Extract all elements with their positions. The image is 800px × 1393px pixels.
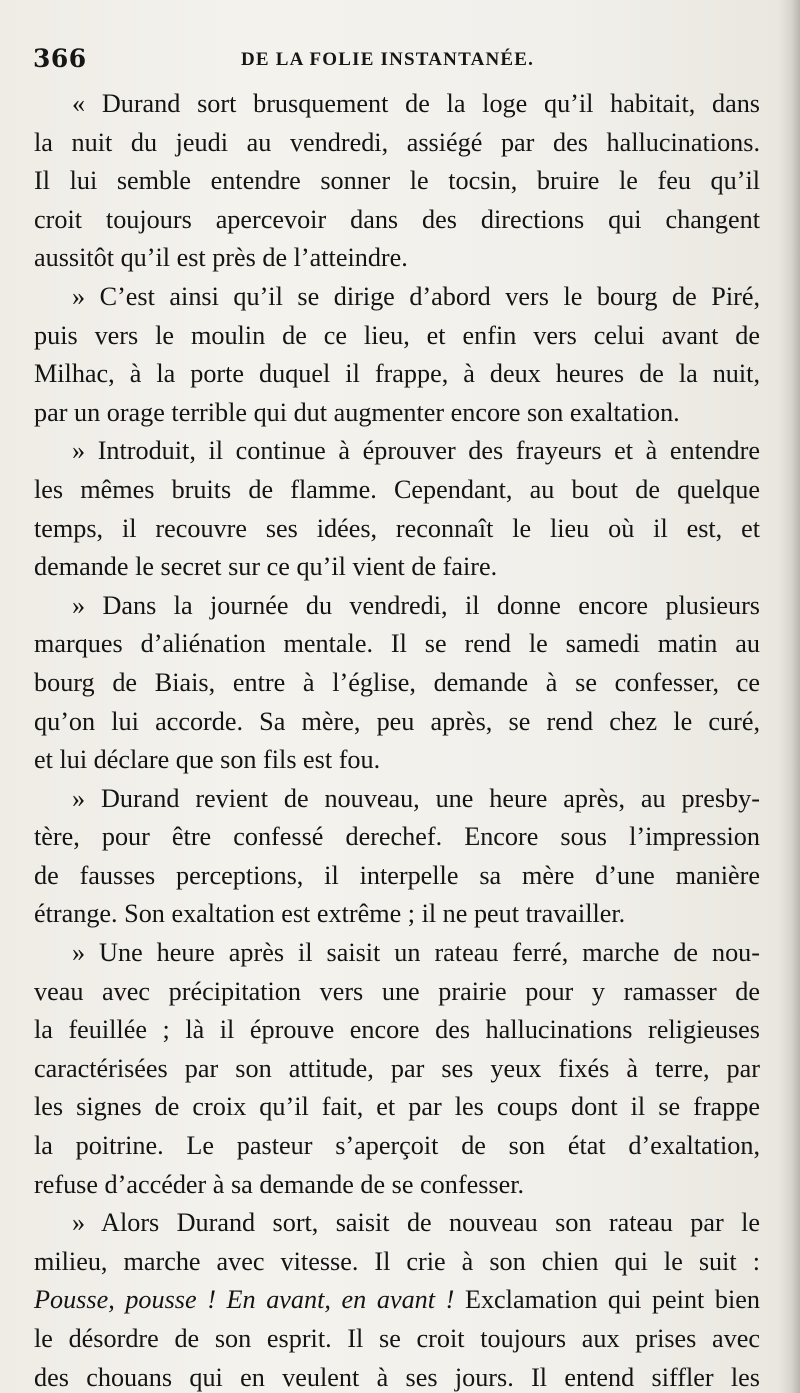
page-edge-shadow <box>778 0 800 1393</box>
page-header <box>0 40 800 80</box>
text-line: les signes de croix qu’il fait, et par les coups dont il se frappe <box>34 1092 760 1122</box>
text-line-with-italic <box>34 1281 760 1320</box>
text-line: la nuit du jeudi au vendredi, assiégé par des hallucinations. <box>34 127 760 157</box>
text-line: et lui déclare que son fils est fou. <box>34 745 381 775</box>
text-line: la feuillée ; là il éprouve encore des hallucinations religieuses <box>34 1015 760 1045</box>
text-line: » Alors Durand sort, saisit de nouveau son rateau par le <box>72 1208 760 1238</box>
text-line: milieu, marche avec vitesse. Il crie à son chien qui le suit : <box>34 1246 760 1276</box>
text-line: tère, pour être confessé derechef. Encore sous l’impression <box>34 822 760 852</box>
body-text <box>34 85 760 1393</box>
text-line: temps, il recouvre ses idées, reconnaît le lieu où il est, et <box>34 513 760 543</box>
text-line: les mêmes bruits de flamme. Cependant, au bout de quelque <box>34 474 760 504</box>
text-line: » Durand revient de nouveau, une heure après, au presby- <box>72 783 760 813</box>
text-line: croit toujours apercevoir dans des directions qui changent <box>34 204 760 234</box>
text-line: » Dans la journée du vendredi, il donne encore plusieurs <box>72 590 760 620</box>
text-line: » Une heure après il saisit un rateau ferré, marche de nou- <box>72 938 760 968</box>
text-line: marques d’aliénation mentale. Il se rend le samedi matin au <box>34 629 760 659</box>
text-line: qu’on lui accorde. Sa mère, peu après, se rend chez le curé, <box>34 706 760 736</box>
text-line: aussitôt qu’il est près de l’atteindre. <box>34 243 408 273</box>
running-title: DE LA FOLIE INSTANTANÉE. <box>241 49 535 70</box>
text-fragment: Exclamation qui peint bien <box>454 1285 760 1315</box>
text-line: la poitrine. Le pasteur s’aperçoit de son état d’exaltation, <box>34 1131 760 1161</box>
text-line: Milhac, à la porte duquel il frappe, à deux heures de la nuit, <box>34 359 760 389</box>
text-line: Il lui semble entendre sonner le tocsin, bruire le feu qu’il <box>34 166 760 196</box>
text-line: » C’est ainsi qu’il se dirige d’abord vers le bourg de Piré, <box>72 281 760 311</box>
text-line: puis vers le moulin de ce lieu, et enfin vers celui avant de <box>34 320 760 350</box>
italic-exclamation: Pousse, pousse ! En avant, en avant ! <box>34 1285 455 1315</box>
text-line: par un orage terrible qui dut augmenter encore son exaltation. <box>34 397 680 427</box>
text-line: bourg de Biais, entre à l’église, demande à se confesser, ce <box>34 667 760 697</box>
text-line: » Introduit, il continue à éprouver des frayeurs et à entendre <box>72 436 760 466</box>
text-line: de fausses perceptions, il interpelle sa mère d’une manière <box>34 860 760 890</box>
text-line: demande le secret sur ce qu’il vient de faire. <box>34 552 498 582</box>
text-line: refuse d’accéder à sa demande de se confesser. <box>34 1169 525 1199</box>
page-number: 366 <box>33 44 87 73</box>
text-line: des chouans qui en veulent à ses jours. Il entend siffler les <box>34 1362 760 1392</box>
text-line: veau avec précipitation vers une prairie pour y ramasser de <box>34 976 760 1006</box>
text-line: caractérisées par son attitude, par ses yeux fixés à terre, par <box>34 1053 760 1083</box>
text-line: « Durand sort brusquement de la loge qu’il habitait, dans <box>72 89 760 118</box>
text-line: étrange. Son exaltation est extrême ; il ne peut travailler. <box>34 899 626 929</box>
text-line: le désordre de son esprit. Il se croit toujours aux prises avec <box>34 1324 760 1353</box>
